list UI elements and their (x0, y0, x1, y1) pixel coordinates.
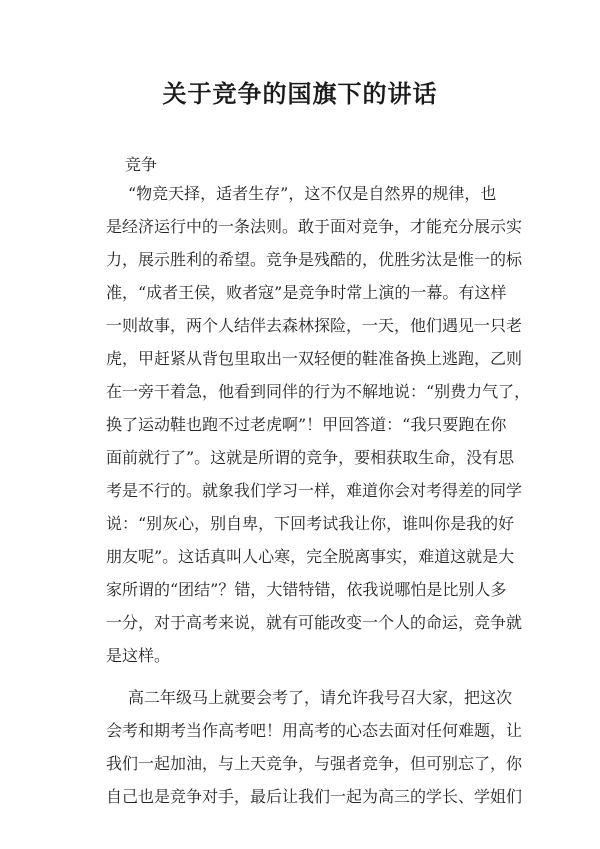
paragraph-line: 自己也是竞争对手，最后让我们一起为高三的学长、学姐们 (106, 787, 523, 806)
paragraph-line: 会考和期考当作高考吧！用高考的心态去面对任何难题，让 (106, 721, 523, 740)
paragraph-line: 家所谓的“团结”？错，大错特错，依我说哪怕是比别人多 (106, 580, 507, 599)
paragraph-line: 一分，对于高考来说，就有可能改变一个人的命运，竞争就 (106, 613, 523, 632)
paragraph-line: 虎，甲赶紧从背包里取出一双轻便的鞋准备换上逃跑，乙则 (106, 349, 523, 368)
paragraph-line: 准，“成者王侯，败者寇”是竞争时常上演的一幕。有这样 (106, 283, 507, 302)
paragraph-line: 说：“别灰心，别自卑，下回考试我让你，谁叫你是我的好 (106, 514, 515, 533)
paragraph-line: 朋友呢”。这话真叫人心寒，完全脱离事实，难道这就是大 (106, 547, 515, 566)
paragraph-line: 力，展示胜利的希望。竞争是残酷的，优胜劣汰是惟一的标 (106, 250, 523, 269)
paragraph-line: 是这样。 (106, 646, 171, 665)
paragraph-line: 高二年级马上就要会考了，请允许我号召大家，把这次 (128, 688, 513, 707)
paragraph-line: 面前就行了”。这就是所谓的竞争，要相获取生命，没有思 (106, 448, 515, 467)
paragraph-line: 我们一起加油，与上天竞争，与强者竞争，但可别忘了，你 (106, 754, 523, 773)
paragraph-line: 换了运动鞋也跑不过老虎啊”！甲回答道：“我只要跑在你 (106, 415, 507, 434)
paragraph-line: “物竞天择，适者生存”，这不仅是自然界的规律，也 (128, 184, 497, 203)
paragraph-line: 在一旁干着急，他看到同伴的行为不解地说：“别费力气了， (106, 382, 531, 401)
paragraph-line: 一则故事，两个人结伴去森林探险，一天，他们遇见一只老 (106, 316, 523, 335)
section-heading: 竞争 (125, 155, 158, 174)
paragraph-line: 是经济运行中的一条法则。敢于面对竞争，才能充分展示实 (106, 217, 523, 236)
paragraph-line: 考是不行的。就象我们学习一样，难道你会对考得差的同学 (106, 481, 523, 500)
document-title: 关于竞争的国旗下的讲话 (162, 79, 438, 108)
